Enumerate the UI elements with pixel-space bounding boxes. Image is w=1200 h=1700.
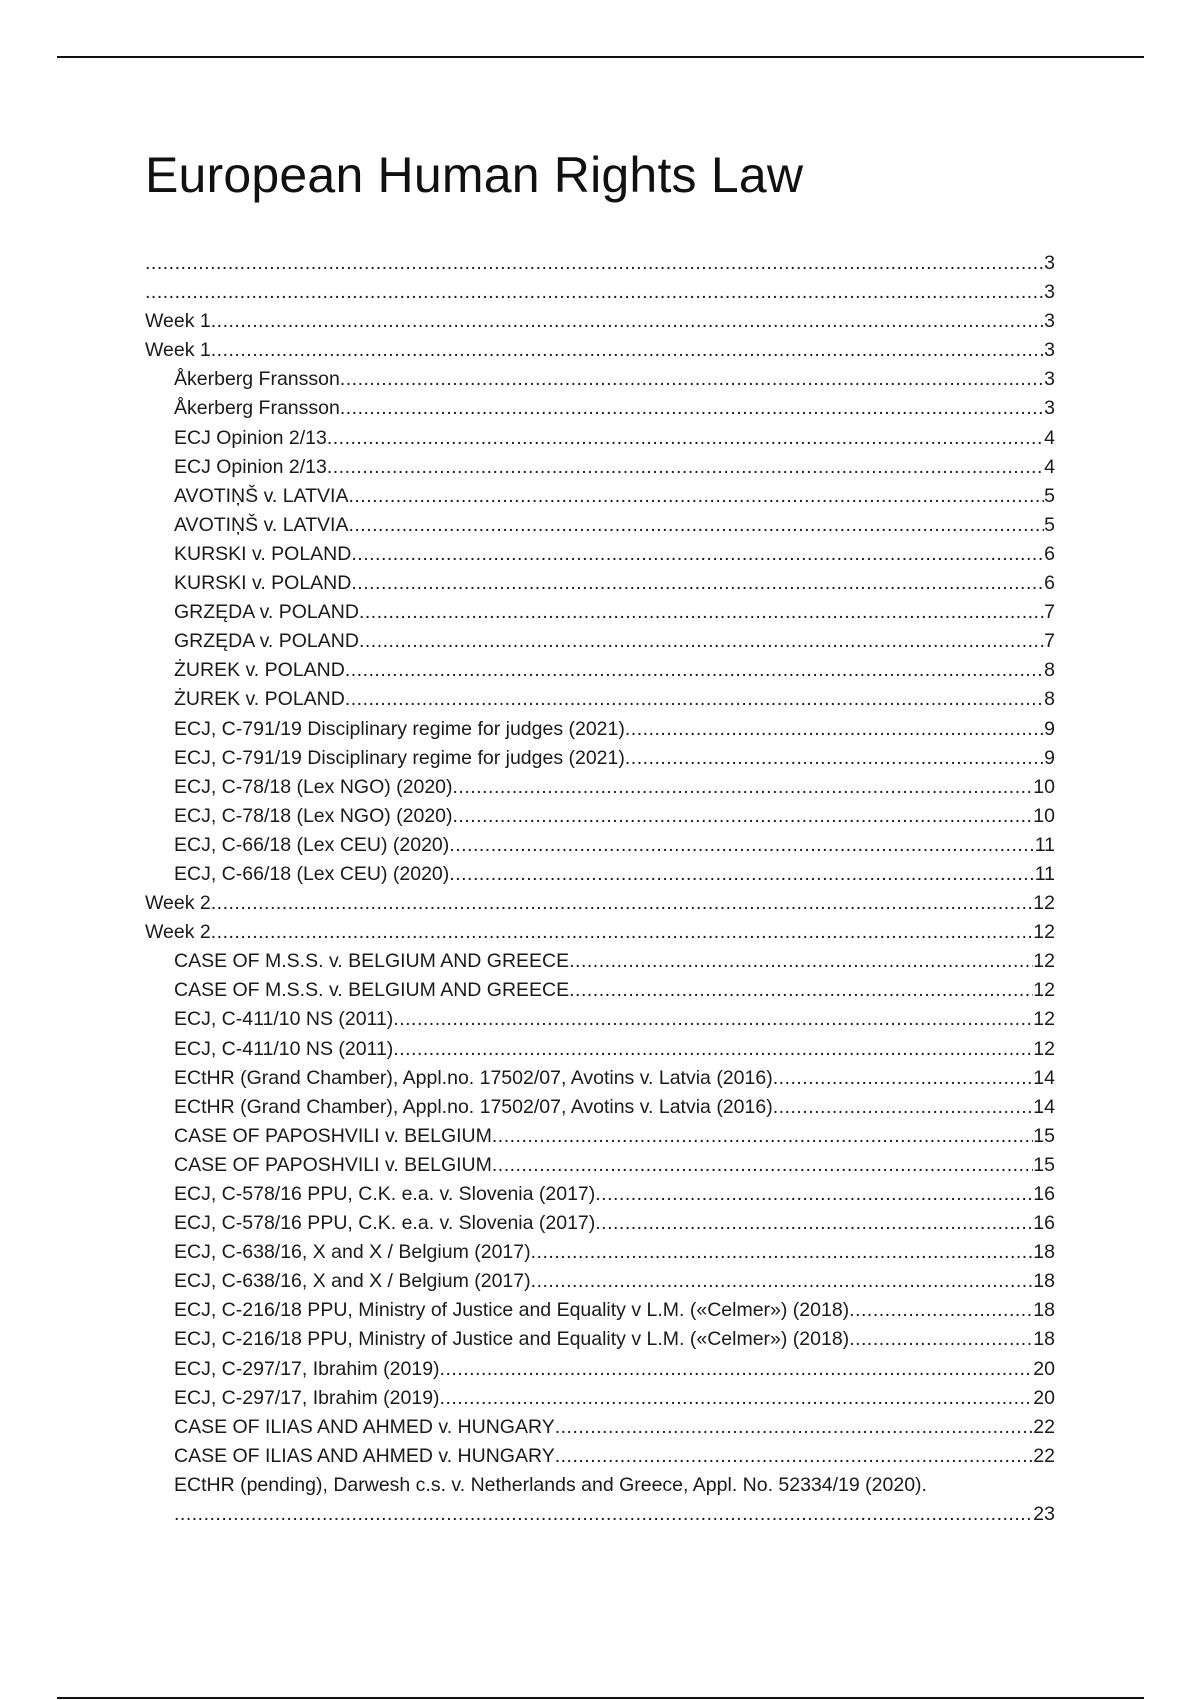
toc-entry-label: ECJ, C-638/16, X and X / Belgium (2017) — [174, 1241, 531, 1264]
toc-entry-page: 6 — [1044, 542, 1055, 565]
toc-dot-leader — [327, 424, 1044, 453]
toc-entry-page: 8 — [1044, 659, 1055, 682]
toc-entry-label: KURSKI v. POLAND — [174, 572, 352, 595]
toc-dot-leader — [453, 802, 1034, 831]
toc-dot-leader — [453, 773, 1034, 802]
toc-entry-label: ECtHR (Grand Chamber), Appl.no. 17502/07, Avotins v. Latvia (2016) — [174, 1095, 773, 1118]
toc-entry-page: 18 — [1033, 1299, 1055, 1322]
toc-entry[interactable] — [145, 1005, 1055, 1034]
toc-entry[interactable] — [145, 1296, 1055, 1325]
toc-entry[interactable] — [145, 365, 1055, 394]
toc-entry-page: 12 — [1033, 1008, 1055, 1031]
toc-entry[interactable] — [145, 947, 1055, 976]
toc-entry[interactable] — [145, 1035, 1055, 1064]
toc-entry[interactable] — [145, 773, 1055, 802]
toc-entry[interactable] — [145, 1355, 1055, 1384]
toc-dot-leader — [211, 336, 1044, 365]
toc-entry[interactable] — [145, 336, 1055, 365]
toc-entry-label: Week 1 — [145, 310, 211, 333]
toc-entry-label: AVOTIŅŠ v. LATVIA — [174, 484, 349, 507]
toc-entry-label: ECJ, C-78/18 (Lex NGO) (2020) — [174, 804, 453, 827]
toc-entry-page: 7 — [1044, 601, 1055, 624]
toc-entry-label: ECJ, C-411/10 NS (2011) — [174, 1037, 394, 1060]
toc-entry[interactable] — [145, 1093, 1055, 1122]
toc-entry-page: 4 — [1044, 426, 1055, 449]
toc-dot-leader — [569, 947, 1033, 976]
toc-dot-leader — [211, 889, 1034, 918]
toc-dot-leader — [393, 1005, 1033, 1034]
toc-entry-page: 14 — [1033, 1066, 1055, 1089]
toc-entry-page: 11 — [1034, 862, 1055, 885]
toc-entry[interactable] — [145, 1267, 1055, 1296]
toc-dot-leader — [595, 1180, 1033, 1209]
toc-dot-leader — [531, 1238, 1034, 1267]
toc-entry-page: 16 — [1033, 1212, 1055, 1235]
header-rule — [57, 56, 1144, 58]
toc-entry-page: 8 — [1044, 688, 1055, 711]
toc-entry[interactable] — [145, 278, 1055, 307]
toc-dot-leader — [211, 918, 1034, 947]
toc-dot-leader — [340, 394, 1044, 423]
toc-dot-leader — [359, 598, 1044, 627]
toc-dot-leader — [359, 627, 1044, 656]
toc-entry-page: 4 — [1044, 455, 1055, 478]
toc-entry-label: GRZĘDA v. POLAND — [174, 630, 359, 653]
toc-entry[interactable] — [145, 831, 1055, 860]
toc-entry[interactable] — [145, 569, 1055, 598]
toc-entry[interactable] — [145, 1442, 1055, 1471]
toc-entry-label: AVOTIŅŠ v. LATVIA — [174, 513, 349, 536]
toc-entry-label: CASE OF M.S.S. v. BELGIUM AND GREECE — [174, 979, 570, 1002]
toc-entry[interactable] — [145, 1122, 1055, 1151]
toc-dot-leader — [340, 365, 1044, 394]
toc-entry[interactable] — [145, 1325, 1055, 1354]
table-of-contents — [145, 249, 1055, 1529]
footer-rule — [57, 1697, 1144, 1699]
toc-entry-label: ECJ, C-66/18 (Lex CEU) (2020) — [174, 862, 450, 885]
toc-entry[interactable] — [145, 598, 1055, 627]
toc-entry[interactable] — [145, 482, 1055, 511]
toc-entry[interactable] — [145, 1180, 1055, 1209]
toc-entry[interactable] — [145, 685, 1055, 714]
toc-entry-page: 3 — [1044, 310, 1055, 333]
toc-entry-label: CASE OF M.S.S. v. BELGIUM AND GREECE — [174, 950, 570, 973]
toc-entry-page: 3 — [1044, 397, 1055, 420]
toc-entry-page: 20 — [1033, 1357, 1055, 1380]
toc-entry-page: 5 — [1044, 513, 1055, 536]
toc-dot-leader — [773, 1093, 1034, 1122]
toc-entry[interactable] — [145, 802, 1055, 831]
toc-dot-leader — [351, 569, 1044, 598]
toc-dot-leader — [348, 482, 1044, 511]
toc-dot-leader — [555, 1442, 1034, 1471]
toc-dot-leader — [348, 511, 1044, 540]
toc-entry-page: 9 — [1044, 746, 1055, 769]
toc-entry-page: 10 — [1033, 804, 1055, 827]
toc-entry-label: CASE OF PAPOSHVILI v. BELGIUM — [174, 1153, 492, 1176]
toc-dot-leader — [345, 685, 1044, 714]
toc-entry-page: 3 — [1044, 339, 1055, 362]
toc-entry-label: ŻUREK v. POLAND — [174, 659, 345, 682]
toc-dot-leader — [555, 1413, 1034, 1442]
toc-entry-label: ECJ, C-411/10 NS (2011) — [174, 1008, 394, 1031]
toc-entry[interactable] — [145, 394, 1055, 423]
toc-entry-page: 5 — [1044, 484, 1055, 507]
toc-entry-label: ECJ, C-578/16 PPU, C.K. e.a. v. Slovenia (2017) — [174, 1212, 596, 1235]
toc-entry[interactable] — [145, 1064, 1055, 1093]
toc-entry-label: ECJ, C-578/16 PPU, C.K. e.a. v. Slovenia (2017) — [174, 1183, 596, 1205]
toc-entry-label: Åkerberg Fransson — [174, 368, 340, 391]
toc-entry[interactable] — [145, 918, 1055, 947]
toc-entry-label: ECJ, C-638/16, X and X / Belgium (2017) — [174, 1270, 531, 1293]
toc-dot-leader — [440, 1384, 1034, 1413]
toc-entry-label: ECJ, C-791/19 Disciplinary regime for judges (2021) — [174, 717, 625, 740]
toc-entry-page: 6 — [1044, 572, 1055, 595]
toc-dot-leader — [625, 744, 1044, 773]
toc-entry-label: Week 2 — [145, 892, 211, 915]
toc-entry-page: 10 — [1033, 775, 1055, 798]
toc-entry[interactable] — [145, 656, 1055, 685]
toc-entry[interactable] — [145, 511, 1055, 540]
toc-dot-leader — [174, 1500, 1033, 1529]
toc-dot-leader — [327, 453, 1044, 482]
toc-entry-label: ECtHR (Grand Chamber), Appl.no. 17502/07, Avotins v. Latvia (2016) — [174, 1066, 773, 1089]
toc-entry[interactable] — [145, 1209, 1055, 1238]
toc-entry-page: 22 — [1033, 1415, 1055, 1438]
toc-entry-page: 14 — [1033, 1095, 1055, 1118]
toc-entry-label: Åkerberg Fransson — [174, 397, 340, 420]
toc-entry-page: 18 — [1033, 1270, 1055, 1293]
toc-entry-label: Week 2 — [145, 921, 211, 944]
toc-dot-leader — [449, 831, 1034, 860]
toc-dot-leader — [569, 976, 1033, 1005]
toc-entry[interactable] — [145, 249, 1055, 278]
toc-entry-label: ECJ, C-297/17, Ibrahim (2019) — [174, 1386, 440, 1409]
toc-entry-label: ECJ, C-791/19 Disciplinary regime for judges (2021) — [174, 746, 625, 769]
toc-dot-leader — [849, 1296, 1033, 1325]
toc-dot-leader — [145, 278, 1044, 307]
toc-entry[interactable] — [145, 627, 1055, 656]
toc-entry[interactable] — [145, 1384, 1055, 1413]
toc-entry[interactable] — [145, 424, 1055, 453]
toc-entry-page: 15 — [1033, 1124, 1055, 1147]
toc-entry[interactable] — [145, 453, 1055, 482]
toc-dot-leader — [345, 656, 1044, 685]
toc-entry-page: 12 — [1033, 892, 1055, 915]
toc-entry-label: GRZĘDA v. POLAND — [174, 601, 359, 624]
toc-entry-label: ECtHR (pending), Darwesh c.s. v. Netherlands and Greece, Appl. No. 52334/19 (2020). — [174, 1473, 927, 1496]
toc-entry-label: CASE OF PAPOSHVILI v. BELGIUM — [174, 1124, 492, 1147]
toc-entry-label: ECJ, C-66/18 (Lex CEU) (2020) — [174, 833, 450, 856]
toc-entry[interactable] — [145, 889, 1055, 918]
toc-entry[interactable] — [145, 1413, 1055, 1442]
toc-entry[interactable] — [145, 744, 1055, 773]
toc-entry[interactable] — [145, 1238, 1055, 1267]
toc-dot-leader — [773, 1064, 1034, 1093]
toc-dot-leader — [492, 1122, 1033, 1151]
toc-entry-page: 7 — [1044, 630, 1055, 653]
toc-dot-leader — [595, 1209, 1033, 1238]
toc-entry-page: 18 — [1033, 1328, 1055, 1351]
toc-entry-label: ECJ, C-78/18 (Lex NGO) (2020) — [174, 775, 453, 798]
toc-entry-page: 3 — [1044, 252, 1055, 274]
toc-entry[interactable] — [145, 307, 1055, 336]
toc-entry-label: KURSKI v. POLAND — [174, 542, 352, 565]
toc-entry-page: 18 — [1033, 1241, 1055, 1264]
toc-entry[interactable] — [145, 976, 1055, 1005]
toc-entry-page: 3 — [1044, 281, 1055, 304]
toc-entry-page: 12 — [1033, 921, 1055, 944]
toc-entry-page: 12 — [1033, 950, 1055, 973]
toc-dot-leader — [393, 1035, 1033, 1064]
toc-entry-page: 20 — [1033, 1386, 1055, 1409]
toc-entry-page: 3 — [1044, 368, 1055, 391]
toc-entry-page: 22 — [1033, 1444, 1055, 1467]
toc-entry[interactable] — [145, 540, 1055, 569]
toc-entry-darwesh[interactable] — [145, 1471, 1055, 1529]
toc-entry-page: 16 — [1033, 1183, 1055, 1205]
toc-entry-label: ŻUREK v. POLAND — [174, 688, 345, 711]
toc-dot-leader — [145, 249, 1044, 278]
toc-entry-page: 12 — [1033, 979, 1055, 1002]
toc-entry-page: 12 — [1033, 1037, 1055, 1060]
toc-entry-page: 11 — [1034, 833, 1055, 856]
toc-entry-label: ECJ Opinion 2/13 — [174, 455, 327, 478]
toc-entry-label: CASE OF ILIAS AND AHMED v. HUNGARY — [174, 1415, 555, 1438]
toc-entry-label: CASE OF ILIAS AND AHMED v. HUNGARY — [174, 1444, 555, 1467]
toc-entry[interactable] — [145, 1151, 1055, 1180]
toc-dot-leader — [449, 860, 1034, 889]
toc-entry-label: ECJ, C-216/18 PPU, Ministry of Justice and Equality v L.M. («Celmer») (2018) — [174, 1299, 850, 1322]
toc-dot-leader — [211, 307, 1044, 336]
toc-entry-label: Week 1 — [145, 339, 211, 362]
toc-dot-leader — [849, 1325, 1033, 1354]
toc-entry[interactable] — [145, 715, 1055, 744]
toc-entry-label: ECJ, C-216/18 PPU, Ministry of Justice and Equality v L.M. («Celmer») (2018) — [174, 1328, 850, 1351]
toc-dot-leader — [531, 1267, 1034, 1296]
toc-entry-page: 15 — [1033, 1153, 1055, 1176]
toc-entry-page: 9 — [1044, 717, 1055, 740]
toc-dot-leader — [440, 1355, 1034, 1384]
document-title: European Human Rights Law — [145, 147, 804, 203]
toc-entry-label: ECJ Opinion 2/13 — [174, 426, 327, 449]
toc-entry-page: 23 — [1033, 1503, 1055, 1526]
toc-entry[interactable] — [145, 860, 1055, 889]
toc-entry-label: ECJ, C-297/17, Ibrahim (2019) — [174, 1357, 440, 1380]
toc-dot-leader — [625, 715, 1044, 744]
toc-dot-leader — [492, 1151, 1033, 1180]
toc-dot-leader — [351, 540, 1044, 569]
